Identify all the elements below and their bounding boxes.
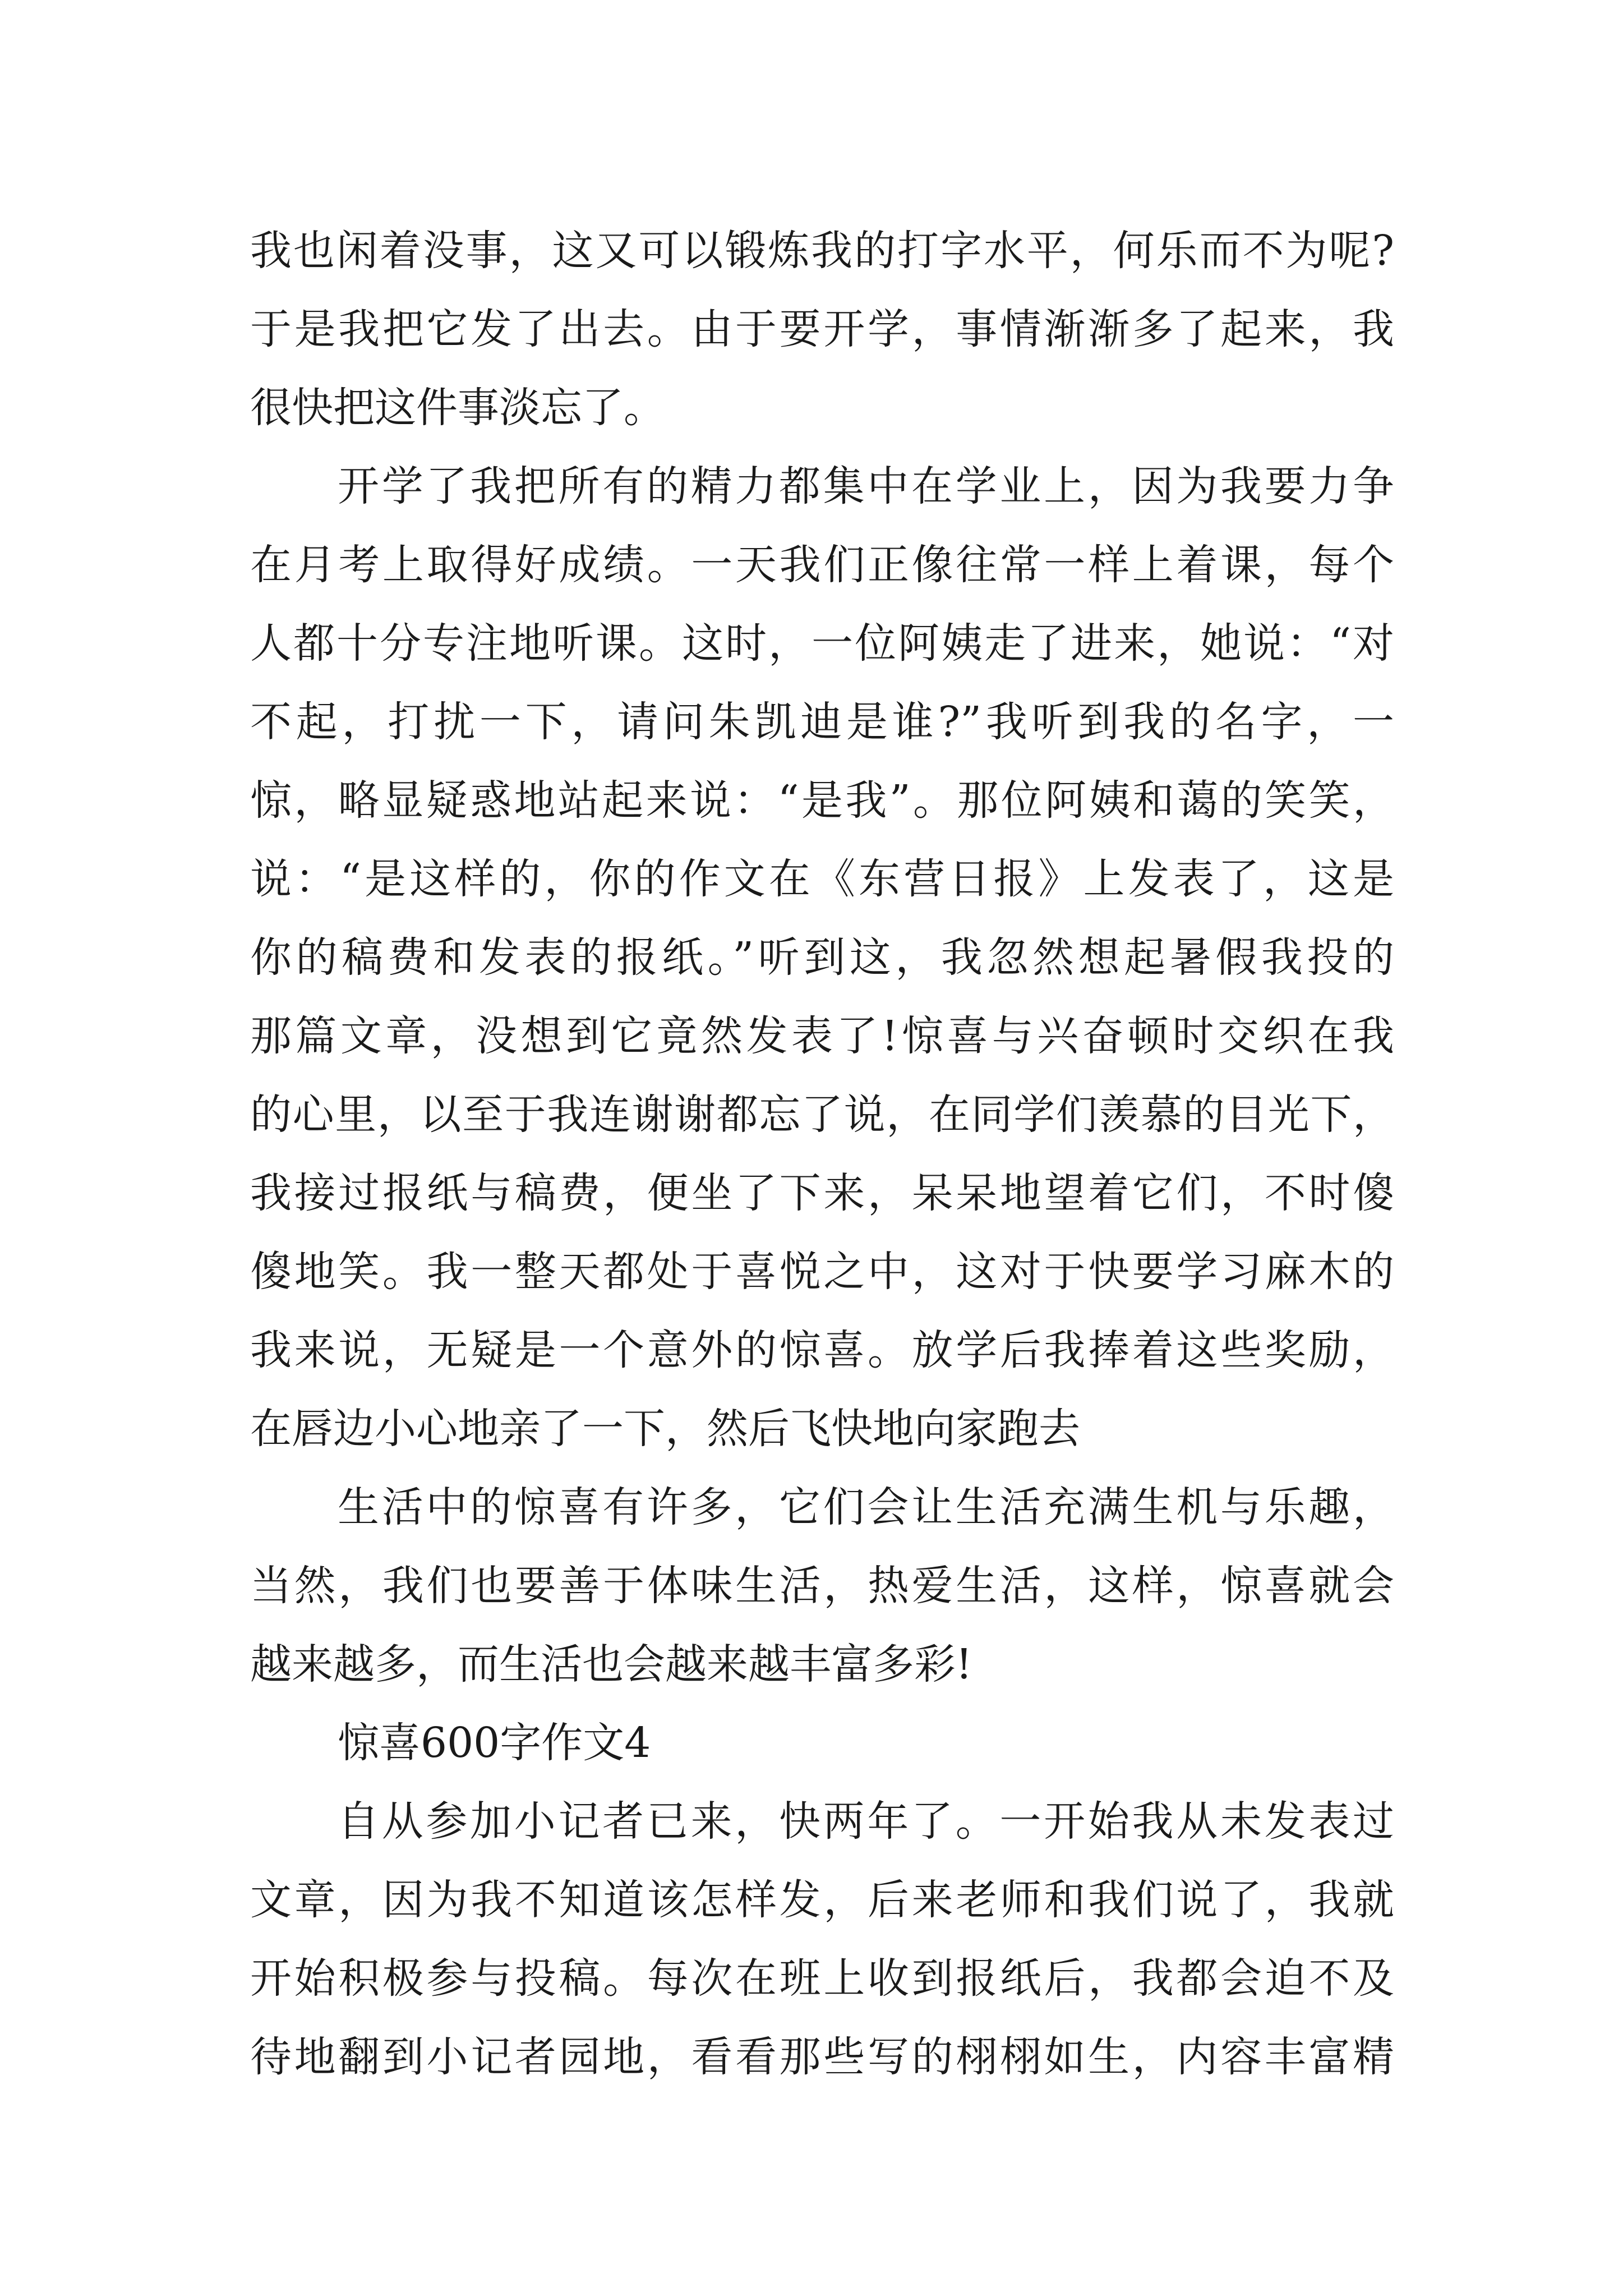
text-line: 不起，打扰一下，请问朱凯迪是谁?”我听到我的名字，一 (250, 698, 1394, 746)
text-line: 在月考上取得好成绩。一天我们正像往常一样上着课，每个 (250, 541, 1394, 589)
text-line: 你的稿费和发表的报纸。”听到这，我忽然想起暑假我投的 (250, 933, 1394, 982)
paragraph-first-line: 开学了我把所有的精力都集中在学业上，因为我要力争 (338, 462, 1394, 510)
paragraph-first-line: 自从参加小记者已来，快两年了。一开始我从未发表过 (338, 1797, 1394, 1846)
text-line: 在唇边小心地亲了一下，然后飞快地向家跑去 (250, 1405, 1080, 1453)
text-line: 当然，我们也要善于体味生活，热爱生活，这样，惊喜就会 (250, 1562, 1394, 1610)
section-heading: 惊喜600字作文4 (338, 1719, 651, 1767)
text-line: 我接过报纸与稿费，便坐了下来，呆呆地望着它们，不时傻 (250, 1169, 1394, 1217)
text-line: 开始积极参与投稿。每次在班上收到报纸后，我都会迫不及 (250, 1954, 1394, 2003)
text-line: 待地翻到小记者园地，看看那些写的栩栩如生，内容丰富精 (250, 2033, 1394, 2081)
paragraph-first-line: 生活中的惊喜有许多，它们会让生活充满生机与乐趣， (338, 1483, 1394, 1531)
text-line: 文章，因为我不知道该怎样发，后来老师和我们说了，我就 (250, 1876, 1394, 1924)
text-line: 我来说，无疑是一个意外的惊喜。放学后我捧着这些奖励， (250, 1326, 1394, 1374)
text-line: 我也闲着没事，这又可以锻炼我的打字水平，何乐而不为呢? (250, 227, 1394, 275)
text-line: 人都十分专注地听课。这时，一位阿姨走了进来，她说：“对 (250, 619, 1394, 668)
text-line: 惊，略显疑惑地站起来说：“是我”。那位阿姨和蔼的笑笑， (250, 776, 1394, 825)
text-line: 于是我把它发了出去。由于要开学，事情渐渐多了起来，我 (250, 305, 1394, 353)
text-line: 那篇文章，没想到它竟然发表了!惊喜与兴奋顿时交织在我 (250, 1012, 1394, 1060)
text-line: 说：“是这样的，你的作文在《东营日报》上发表了，这是 (250, 855, 1394, 903)
text-line: 很快把这件事淡忘了。 (250, 384, 665, 432)
text-line: 的心里，以至于我连谢谢都忘了说，在同学们羡慕的目光下， (250, 1091, 1394, 1139)
text-line: 越来越多，而生活也会越来越丰富多彩! (250, 1640, 972, 1688)
text-line: 傻地笑。我一整天都处于喜悦之中，这对于快要学习麻木的 (250, 1248, 1394, 1296)
